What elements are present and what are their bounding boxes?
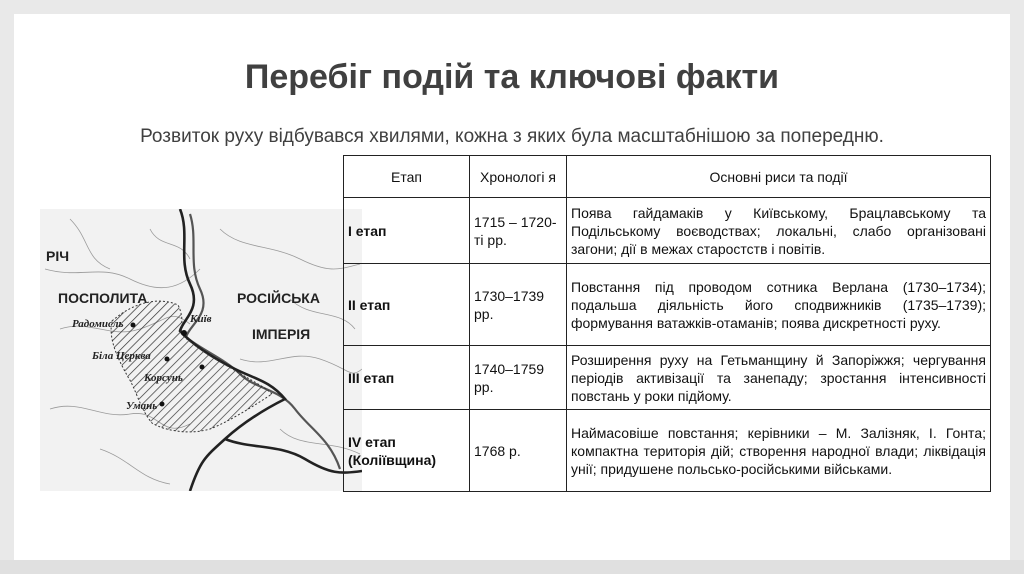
city-bila-tserkva: Біла Церква <box>92 350 151 362</box>
header-stage: Етап <box>344 156 470 198</box>
label-rich: РІЧ <box>46 248 70 264</box>
table-row <box>344 410 991 492</box>
radomysl-dot <box>131 323 136 328</box>
page-title: Перебіг подій та ключові факти <box>244 58 780 96</box>
subtitle: Розвиток руху відбувався хвилями, кожна з яких була масштабнішою за попередню. <box>140 126 884 147</box>
header-features: Основні риси та події <box>567 156 991 198</box>
label-pospolyta: ПОСПОЛИТА <box>58 290 148 306</box>
row-features: Повстання під проводом сотника Верлана (1730–1734); подальша діяльність його сподвижників (1735–1739); формування ватажків-отаманів; поява дискретності руху. <box>567 264 991 346</box>
bila-tserkva-dot <box>165 357 170 362</box>
row-features: Поява гайдамаків у Київському, Брацлавському та Подільському воєводствах; локальні, слабо організовані загони; дії в межах старостств і повітів. <box>567 198 991 264</box>
row-chrono: 1740–1759 рр. <box>470 346 567 410</box>
row-chrono: 1730–1739 рр. <box>470 264 567 346</box>
label-rosiyska: РОСІЙСЬКА <box>237 290 320 306</box>
row-chrono: 1768 р. <box>470 410 567 492</box>
table-row <box>344 198 991 264</box>
row-stage: ІІІ етап <box>344 346 470 410</box>
row-stage: ІV етап (Коліївщина) <box>344 410 470 492</box>
facts-table <box>343 155 991 492</box>
kyiv-dot <box>181 330 187 336</box>
city-radomysl: Радомисль <box>72 318 124 330</box>
haidamaky-map <box>40 209 362 491</box>
row-stage: ІІ етап <box>344 264 470 346</box>
row-features: Розширення руху на Гетьманщину й Запоріжжя; чергування періодів активізації та занепаду; зростання інтенсивності повстань у роки підйому. <box>567 346 991 410</box>
header-chrono: Хронологі я <box>470 156 567 198</box>
row-features: Наймасовіше повстання; керівники – М. Залізняк, І. Гонта; компактна територія дій; створення народної влади; ліквідація унії; придушене польсько-російськими військами. <box>567 410 991 492</box>
row-stage: І етап <box>344 198 470 264</box>
bottom-bar <box>0 560 1024 574</box>
row-chrono: 1715 – 1720-ті рр. <box>470 198 567 264</box>
city-korsun: Корсунь <box>144 372 183 384</box>
table-row <box>344 346 991 410</box>
label-imperiya: ІМПЕРІЯ <box>252 326 311 342</box>
uman-dot <box>160 402 165 407</box>
table-header-row <box>344 156 991 198</box>
table-row <box>344 264 991 346</box>
korsun-dot <box>200 365 205 370</box>
city-kyiv: Київ <box>190 313 212 325</box>
city-uman: Умань <box>126 400 158 412</box>
